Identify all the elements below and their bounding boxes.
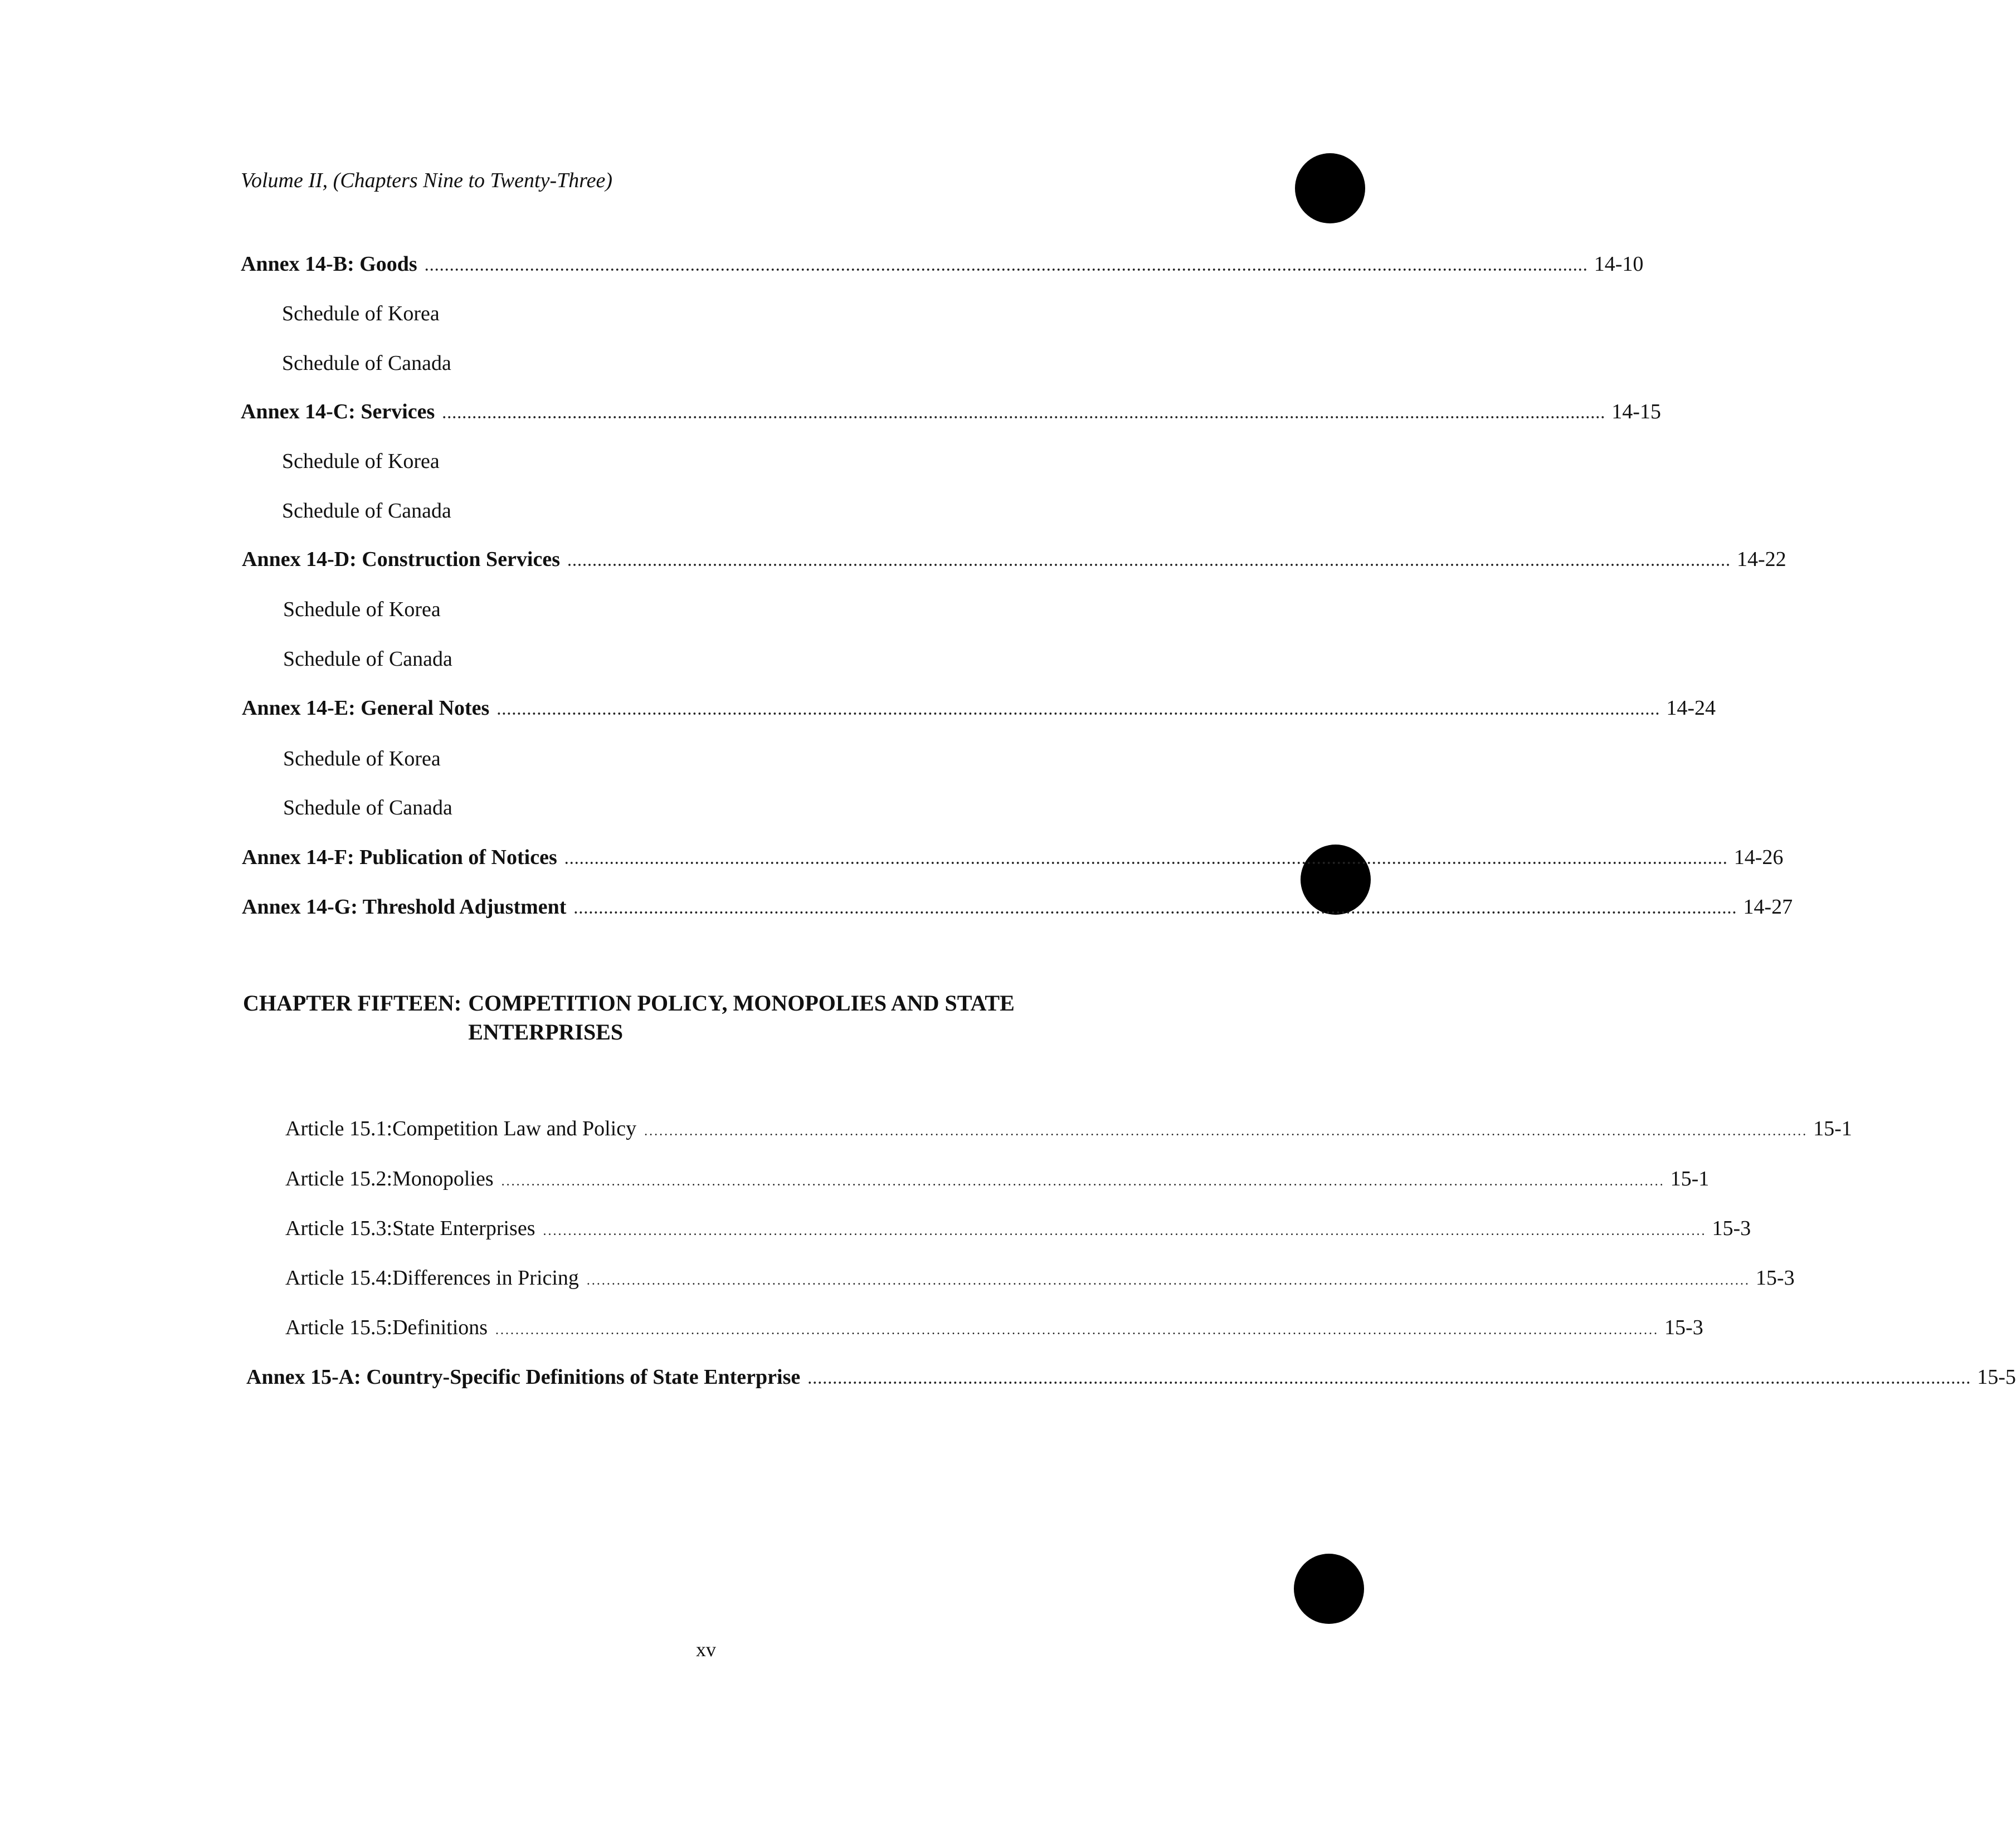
- entry-title: Annex 15-A: Country-Specific Definitions of State Enterprise: [246, 1365, 801, 1389]
- schedule-item[interactable]: Schedule of Canada: [283, 796, 452, 819]
- dot-leader: ........................................................................................................................................................................................................................................: [568, 555, 1732, 569]
- article-number: Article 15.2:: [285, 1167, 393, 1190]
- chapter-label: CHAPTER FIFTEEN:: [243, 990, 462, 1016]
- entry-title: Annex 14-G: Threshold Adjustment: [242, 895, 567, 919]
- entry-page-number: 14-27: [1743, 895, 1793, 919]
- entry-page-number: 14-15: [1611, 400, 1661, 423]
- toc-entry-annex-14d[interactable]: [242, 548, 1786, 571]
- entry-page-number: 15-1: [1670, 1167, 1710, 1190]
- dot-leader: ........................................................................................................................................................................................................................................: [543, 1224, 1707, 1238]
- toc-entry-article-15-3[interactable]: [285, 1217, 1751, 1240]
- schedule-item[interactable]: Schedule of Korea: [282, 450, 440, 473]
- chapter-heading[interactable]: [243, 989, 1048, 1047]
- dot-leader: ........................................................................................................................................................................................................................................: [586, 1273, 1750, 1288]
- dot-leader: ........................................................................................................................................................................................................................................: [501, 1174, 1665, 1189]
- entry-page-number: 15-3: [1755, 1266, 1795, 1290]
- toc-entry-annex-14f[interactable]: [242, 846, 1784, 869]
- article-title: State Enterprises: [392, 1217, 535, 1240]
- entry-title: Annex 14-D: Construction Services: [242, 548, 561, 571]
- punch-hole-bottom: [1294, 1554, 1364, 1624]
- article-title: Monopolies: [392, 1167, 494, 1190]
- entry-page-number: 15-3: [1712, 1217, 1751, 1240]
- entry-title: Annex 14-F: Publication of Notices: [242, 846, 557, 869]
- schedule-item[interactable]: Schedule of Korea: [283, 747, 441, 770]
- article-title: Definitions: [392, 1316, 488, 1339]
- entry-page-number: 14-24: [1666, 696, 1716, 720]
- toc-entry-article-15-1[interactable]: [285, 1117, 1852, 1140]
- toc-entry-annex-14b[interactable]: [241, 252, 1644, 276]
- punch-hole-top: [1295, 153, 1365, 223]
- page-number: xv: [696, 1638, 716, 1661]
- dot-leader: ........................................................................................................................................................................................................................................: [425, 260, 1589, 274]
- chapter-name: COMPETITION POLICY, MONOPOLIES AND STATE ENTERPRISES: [468, 990, 1015, 1045]
- dot-leader: ........................................................................................................................................................................................................................................: [442, 407, 1606, 422]
- toc-entry-annex-14e[interactable]: [242, 696, 1716, 720]
- schedule-item[interactable]: Schedule of Canada: [282, 499, 451, 523]
- schedule-item[interactable]: Schedule of Korea: [283, 598, 441, 621]
- article-title: Competition Law and Policy: [392, 1117, 637, 1140]
- article-number: Article 15.3:: [285, 1217, 393, 1240]
- toc-entry-article-15-5[interactable]: [285, 1316, 1703, 1339]
- entry-page-number: 15-5: [1977, 1365, 2016, 1389]
- entry-title: Annex 14-E: General Notes: [242, 696, 490, 720]
- article-number: Article 15.5:: [285, 1316, 393, 1339]
- article-number: Article 15.1:: [285, 1117, 393, 1140]
- schedule-item[interactable]: Schedule of Canada: [283, 647, 452, 671]
- entry-page-number: 14-26: [1733, 846, 1784, 869]
- dot-leader: ........................................................................................................................................................................................................................................: [495, 1323, 1659, 1338]
- toc-entry-annex-14c[interactable]: [241, 400, 1661, 423]
- running-head: Volume II, (Chapters Nine to Twenty-Three): [241, 169, 613, 192]
- entry-page-number: 14-22: [1737, 548, 1786, 571]
- entry-page-number: 15-3: [1664, 1316, 1703, 1339]
- dot-leader: ........................................................................................................................................................................................................................................: [497, 704, 1661, 718]
- toc-entry-annex-15a[interactable]: [246, 1365, 2016, 1389]
- toc-entry-article-15-4[interactable]: [285, 1266, 1795, 1290]
- article-number: Article 15.4:: [285, 1266, 393, 1290]
- dot-leader: ........................................................................................................................................................................................................................................: [644, 1124, 1808, 1139]
- toc-entry-article-15-2[interactable]: [285, 1167, 1710, 1190]
- article-title: Differences in Pricing: [392, 1266, 579, 1290]
- dot-leader: ........................................................................................................................................................................................................................................: [574, 902, 1738, 917]
- schedule-item[interactable]: Schedule of Canada: [282, 352, 451, 375]
- schedule-item[interactable]: Schedule of Korea: [282, 302, 440, 325]
- entry-page-number: 15-1: [1813, 1117, 1852, 1140]
- entry-page-number: 14-10: [1594, 252, 1644, 276]
- dot-leader: ........................................................................................................................................................................................................................................: [808, 1373, 1972, 1387]
- entry-title: Annex 14-B: Goods: [241, 252, 417, 276]
- dot-leader: ........................................................................................................................................................................................................................................: [564, 853, 1728, 867]
- entry-title: Annex 14-C: Services: [241, 400, 435, 423]
- toc-entry-annex-14g[interactable]: [242, 895, 1793, 919]
